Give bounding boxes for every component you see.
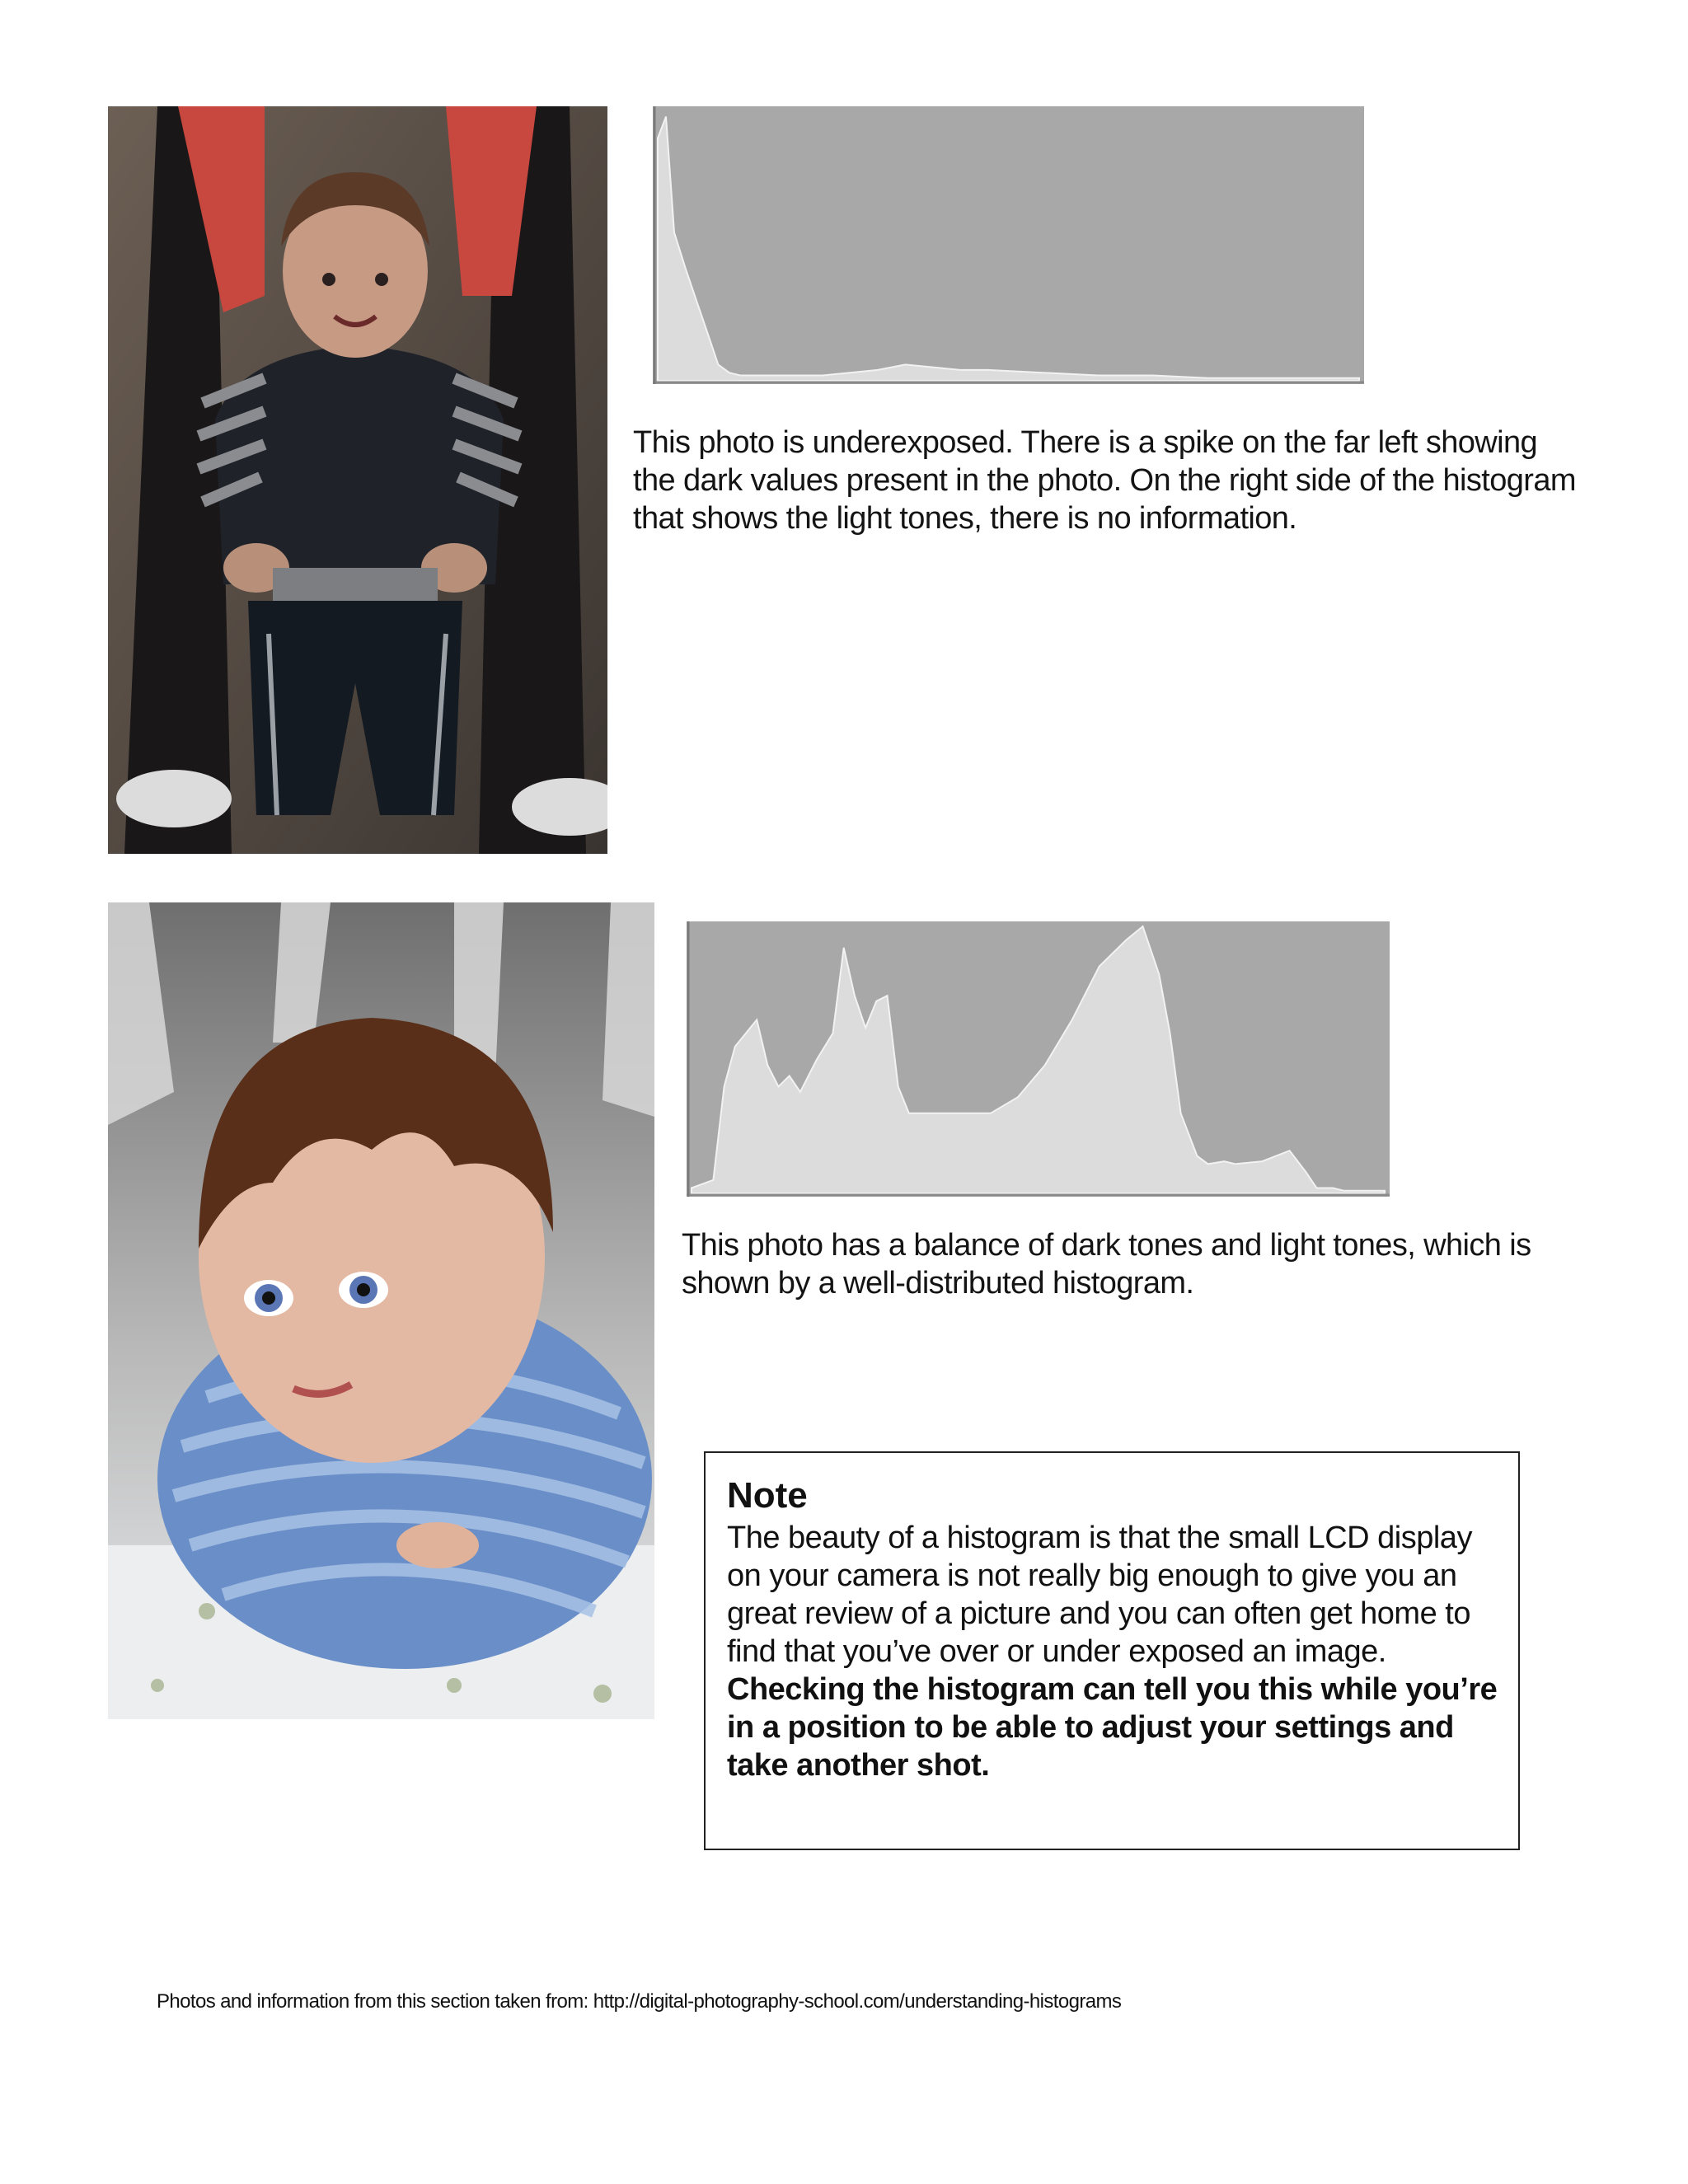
balanced-histogram (687, 921, 1390, 1197)
balanced-histogram-chart (687, 921, 1390, 1197)
underexposed-histogram-chart (653, 106, 1364, 384)
note-bold-text: Checking the histogram can tell you this while you’re in a position to be able to adjust your settings and take another shot. (727, 1672, 1498, 1783)
balanced-caption: This photo has a balance of dark tones and light tones, which is shown by a well-distributed histogram. (682, 1228, 1531, 1301)
note-text: The beauty of a histogram is that the small LCD display on your camera is not really big enough to give you an great review of a picture and you can often get home to find that you’ve over or under exposed an image. (727, 1521, 1472, 1669)
note-box (704, 1451, 1520, 1850)
underexposed-photo (108, 106, 607, 854)
note-body (727, 1519, 1510, 1784)
balanced-photo (108, 902, 654, 1719)
source-footer: Photos and information from this section taken from: http://digital-photography-school.com/understanding-histograms (157, 1990, 1122, 2013)
underexposed-histogram-background (653, 106, 1364, 384)
underexposed-photo-image (108, 106, 607, 854)
note-title: Note (727, 1475, 808, 1516)
balanced-photo-image (108, 902, 654, 1719)
underexposed-caption: This photo is underexposed. There is a spike on the far left showing the dark values present in the photo. On the right side of the histogram that shows the light tones, there is no information. (633, 425, 1576, 536)
underexposed-histogram (653, 106, 1364, 384)
